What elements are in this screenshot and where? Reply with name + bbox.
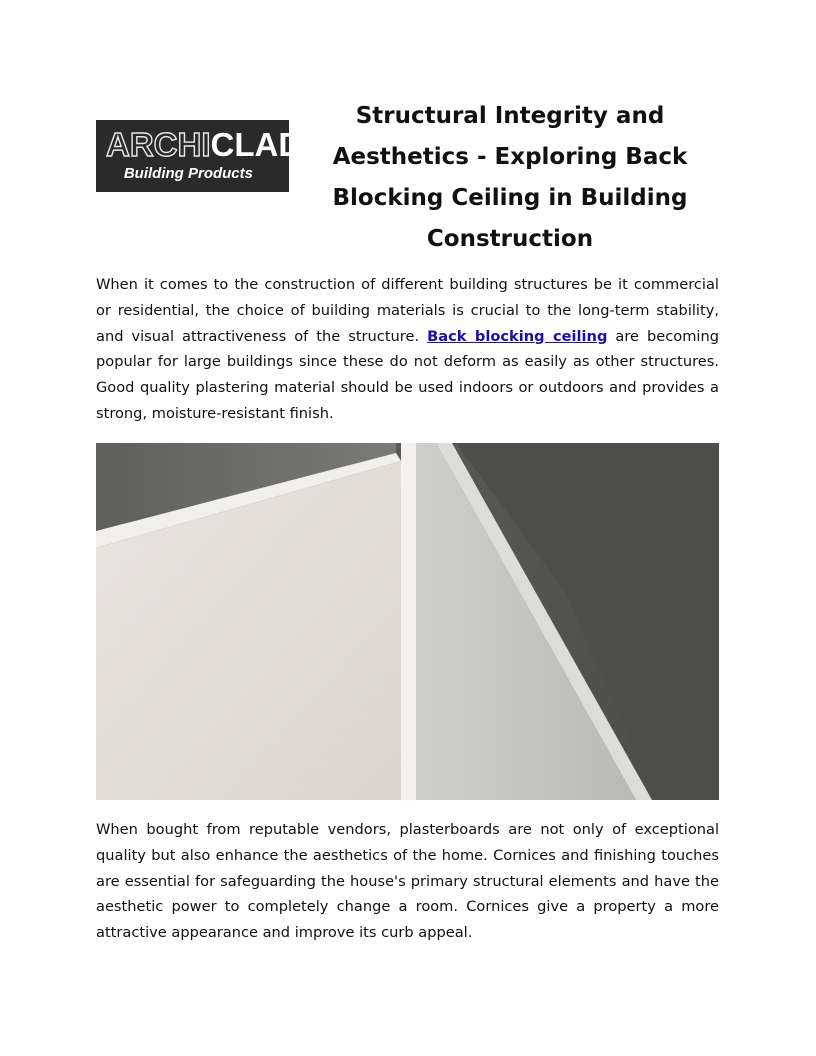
intro-paragraph bbox=[96, 272, 719, 427]
body-paragraph: When bought from reputable vendors, plasterboards are not only of exceptional quality but also enhance the aesthetics of the home. Cornices and finishing touches are essential for safeguarding the house's primary structural elements and have the aesthetic power to completely change a room. Cornices give a property a more attractive appearance and improve its curb appeal. bbox=[96, 821, 719, 942]
archiclad-logo bbox=[96, 120, 303, 192]
logo-clad-text: CLAD bbox=[210, 126, 303, 163]
document-title: Structural Integrity and Aesthetics - Exploring Back Blocking Ceiling in Building Construction bbox=[332, 103, 688, 252]
logo-tagline: Building Products bbox=[123, 165, 253, 182]
logo-wordmark bbox=[106, 126, 303, 164]
logo-archi-text: ARCHI bbox=[106, 126, 211, 163]
ceiling-corner-photo bbox=[96, 443, 719, 800]
back-blocking-ceiling-link[interactable]: Back blocking ceiling bbox=[427, 327, 608, 345]
corner-edge bbox=[401, 443, 416, 800]
intro-text-after-link: are becoming popular for large buildings since these do not deform as easily as other structures. Good quality plastering material should be used indoors or outdoors and provides a strong, moisture-resistant finish. bbox=[96, 327, 719, 422]
intro-text-before-link: When it comes to the construction of different building structures be it commercial or residential, the choice of building materials is crucial to the long-term stability, and visual attractiveness of the structure. bbox=[96, 276, 719, 345]
